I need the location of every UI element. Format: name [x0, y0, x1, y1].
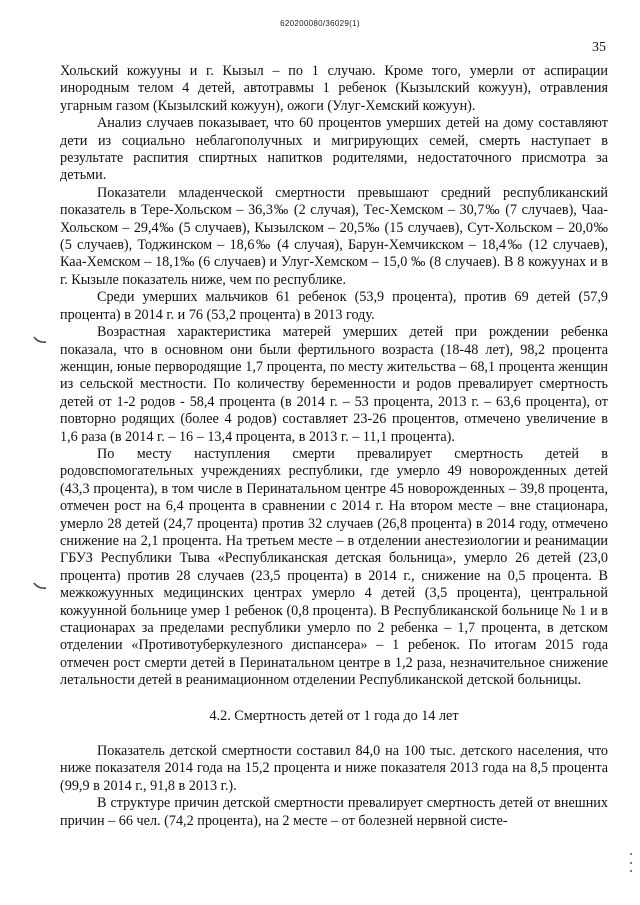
- scan-speck: [630, 870, 632, 872]
- paragraph: Среди умерших мальчиков 61 ребенок (53,9 процента), против 69 детей (57,9 процента) в 2014 г. и 76 (53,2 процента) в 2013 году.: [60, 289, 608, 323]
- scan-speck: [630, 853, 632, 855]
- document-body: [60, 63, 608, 830]
- paragraph: По месту наступления смерти превалирует смертность детей в родовспомогательных учреждениях республики, где умерло 49 новорожденных детей (43,3 процента), в том числе в Перинатальном центре 45 новорожденных – 39,8 процента, отмечен рост на 6,4 процента в сравнении с 2014 г. На втором месте – вне стационара, умерло 28 детей (24,7 процента) против 32 случаев (26,8 процента) в 2014 году, отмечено снижение на 2,1 процента. На третьем месте – в отделении анестезиологии и реанимации ГБУЗ Республики Тыва «Республиканская детская больница», умерло 26 детей (23,0 процента) против 28 случаев (23,5 процента) в 2014 г., снижение на 0,5 процента. В межкожуунных медицинских центрах умерло 4 детей (3,5 процента), центральной кожуунной больнице умер 1 ребенок (0,8 процента). В Республиканской больнице № 1 и в стационарах за пределами республики умерло по 2 ребенка – 1,7 процента, в детском отделении «Противотуберкулезного диспансера» – 1 ребенок. По итогам 2015 года отмечен рост смерти детей в Перинатальном центре в 1,2 раза, незначительное снижение летальности детей в реанимационном отделении Республиканской детской больницы.: [60, 445, 608, 689]
- scan-speck: [630, 862, 632, 864]
- paragraph: Хольский кожууны и г. Кызыл – по 1 случаю. Кроме того, умерли от аспирации инородным телом 4 детей, автотравмы 1 ребенок (Кызылский кожуун), отравления угарным газом (Кызылский кожуун), ожоги (Улуг-Хемский кожуун).: [60, 63, 608, 114]
- margin-check-mark: [33, 336, 47, 344]
- paragraph: Показатели младенческой смертности превышают средний республиканский показатель в Тере-Хольском – 36,3‰ (2 случая), Тес-Хемском – 30,7‰ (7 случаев), Чаа-Хольском – 29,4‰ (5 случаев), Кызылском – 20,5‰ (15 случаев), Сут-Хольском – 20,0‰ (5 случаев), Тоджинском – 18,6‰ (4 случая), Барун-Хемчикском – 18,4‰ (12 случаев), Каа-Хемском – 18,1‰ (6 случаев) и Улуг-Хемском – 15,0 ‰ (8 случаев). В 8 кожуунах и в г. Кызыле показатель ниже, чем по республике.: [60, 184, 608, 288]
- paragraph: В структуре причин детской смертности превалирует смертность детей от внешних причин – 66 чел. (74,2 процента), на 2 месте – от болезней нервной систе-: [60, 795, 608, 829]
- margin-check-mark: [33, 582, 47, 590]
- paragraph: Показатель детской смертности составил 84,0 на 100 тыс. детского населения, что ниже показателя 2014 года на 15,2 процента и ниже показателя 2013 года на 8,5 процента (99,9 в 2014 г., 91,8 в 2013 г.).: [60, 743, 608, 794]
- document-id: 620200080/36029(1): [280, 19, 360, 28]
- paragraph: Возрастная характеристика матерей умерших детей при рождении ребенка показала, что в основном они были фертильного возраста (18-48 лет), 98,2 процента женщин, юные первородящие 1,7 процента, по месту жительства – 68,1 процента женщин из сельской местности. По количеству беременности и родов превалирует смертность детей от 1-2 родов - 58,4 процента (в 2014 г. – 53 процента, 2013 г. – 63,6 процента), от повторно родящих (более 4 родов) составляет 23-26 процентов, отмечено увеличение в 1,6 раза (в 2014 г. – 16 – 13,4 процента, в 2013 г. – 11,1 процента).: [60, 324, 608, 445]
- paragraph: Анализ случаев показывает, что 60 процентов умерших детей на дому составляют дети из социально неблагополучных и мигрирующих семей, смерть наступает в результате распития спиртных напитков родителями, недостаточного присмотра за детьми.: [60, 115, 608, 184]
- section-heading: 4.2. Смертность детей от 1 года до 14 лет: [209, 707, 459, 724]
- page-number: 35: [592, 40, 606, 55]
